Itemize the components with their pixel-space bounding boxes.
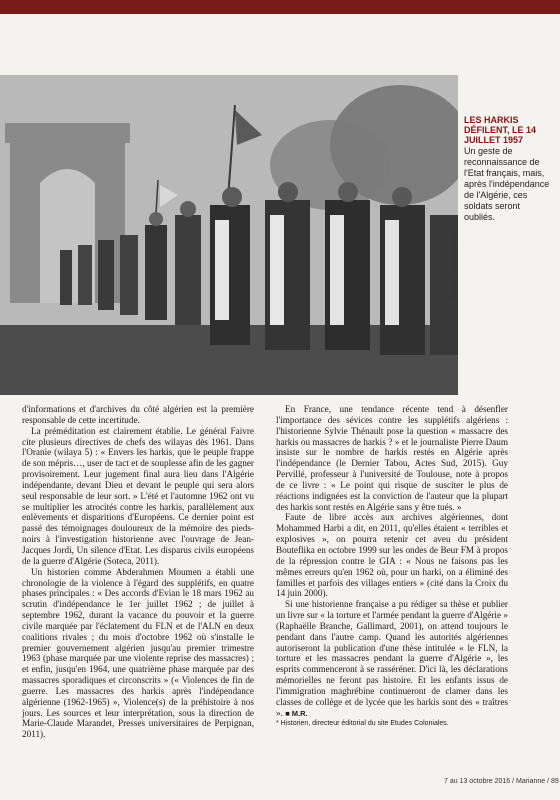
paragraph: Un historien comme Abderahmen Moumen a établi une chronologie de la violence à l'égard des supplétifs, en quatre phases principales : « Des accords d'Evian le 18 mars 1962 au scrutin d'indépendance le 1er juillet 1962 ; de juillet à septembre 1962, durant la vacance du pouvoir et la guerre civile marquée par l'éclatement du FLN et de l'ALN en deux coalitions rivales ; du mois d'octobre 1962 où s'installe le premier gouvernement algérien jusqu'au premier trimestre 1963 (phase marquée par une violente reprise des massacres) ; et enfin, jusqu'en 1964, une quatrième phase marquée par des massacres sporadiques et circonscrits » (« Violences de fin de guerre. Les massacres des harkis après l'indépendance algérienne (1962-1965) », Violence(s) de la préhistoire à nos jours. Les sources et leur interprétation, sous la direction de Marie-Claude Marandet, Presses universitaires de Perpignan, 2011). [22,566,254,740]
author-footnote: * Historien, directeur éditorial du site Etudes Coloniales. [276,720,449,728]
paragraph: Faute de libre accès aux archives algériennes, dont Mohammed Harbi a dit, en 2011, qu'elles étaient « terribles et explosives », on pourra retenir cet aveu du président Bouteflika en octobre 1999 sur les ondes de Beur FM à propos de la répression contre le GIA : « Nous ne faisons pas les mêmes erreurs qu'en 1962 où, pour un harki, on a éliminé des familles et parfois des villages entiers » (cité dans la Croix du 14 juin 2000). [276,512,508,599]
paragraph-text: Si une historienne française a pu rédiger sa thèse et publier un livre sur « la torture et l'armée pendant la guerre d'Algérie » (Raphaëlle Branche, Gallimard, 2001), on attend toujours le pendant dans l'autre camp. Quand les autorités algériennes autoriseront la publication d'une thèse intitulée « le FLN, la torture et les massacres pendant la guerre d'Algérie », les esprits commenceront à se rasséréner. D'ici là, les déclarations mémorielles ne feront pas histoire. Et les enfants issus de l'immigration maghrébine continueront de clamer dans les classes de collège et de lycée que les harkis sont des « traîtres ». [276,599,508,718]
paragraph [276,599,508,719]
caption-text: Un geste de reconnaissance de l'Etat français, mais, après l'indépendance de l'Algérie, ces soldats seront oubliés. [464,146,550,222]
photo-caption [464,115,550,223]
author-signature: ■ M.R. [285,708,308,718]
photo-credit: keystone / Gamma-rapho [452,232,458,300]
parade-photo-illustration [0,75,458,395]
parade-photo [0,75,458,395]
caption-title: LES HARKIS DÉFILENT, LE 14 JUILLET 1957 [464,115,537,145]
paragraph: En France, une tendance récente tend à désenfler l'importance des sévices contre les supplétifs algériens : l'historienne Sylvie Thénault pose la question « massacre des harkis ou massacres de harkis ? » et le journaliste Pierre Daum insiste sur le nombre de harkis restés en Algérie après l'indépendance (le Dernier Tabou, Actes Sud, 2015). Guy Pervillé, professeur à l'université de Toulouse, note à propos de ce livre : « Le point qui risque de susciter le plus de réactions indignées est la conviction de l'auteur que la plupart des harkis sont restés en Algérie sans y être tués. » [276,404,508,512]
page-folio: 7 au 13 octobre 2016 / Marianne / 89 [444,778,559,785]
paragraph: La préméditation est clairement établie. Le général Faivre cite plusieurs directives de chefs des wilayas dès 1961. Dans l'Oranie (wilaya 5) : « Envers les harkis, que le peuple frappe de son mépris…, user de tact et de souplesse afin de les gagner provisoirement. Leur jugement final aura lieu dans l'Algérie indépendante, devant Dieu et devant le peuple qui sera alors seul responsable de leur sort. » L'été et l'automne 1962 ont vu se multiplier les atrocités contre les harkis, parallèlement aux enlèvements et disparitions d'Européens. Ce dernier point est passé des témoignages douloureux de la mémoire des pieds-noirs à l'investigation historienne avec l'ouvrage de Jean-Jacques Jordi, Un silence d'Etat. Les disparus civils européens de la guerre d'Algérie (Soteca, 2011). [22,425,254,566]
paragraph: d'informations et d'archives du côté algérien est la première responsable de cette incertitude. [22,404,254,425]
article-left-column [22,404,254,740]
top-color-band [0,0,560,14]
article-right-column [276,404,508,728]
